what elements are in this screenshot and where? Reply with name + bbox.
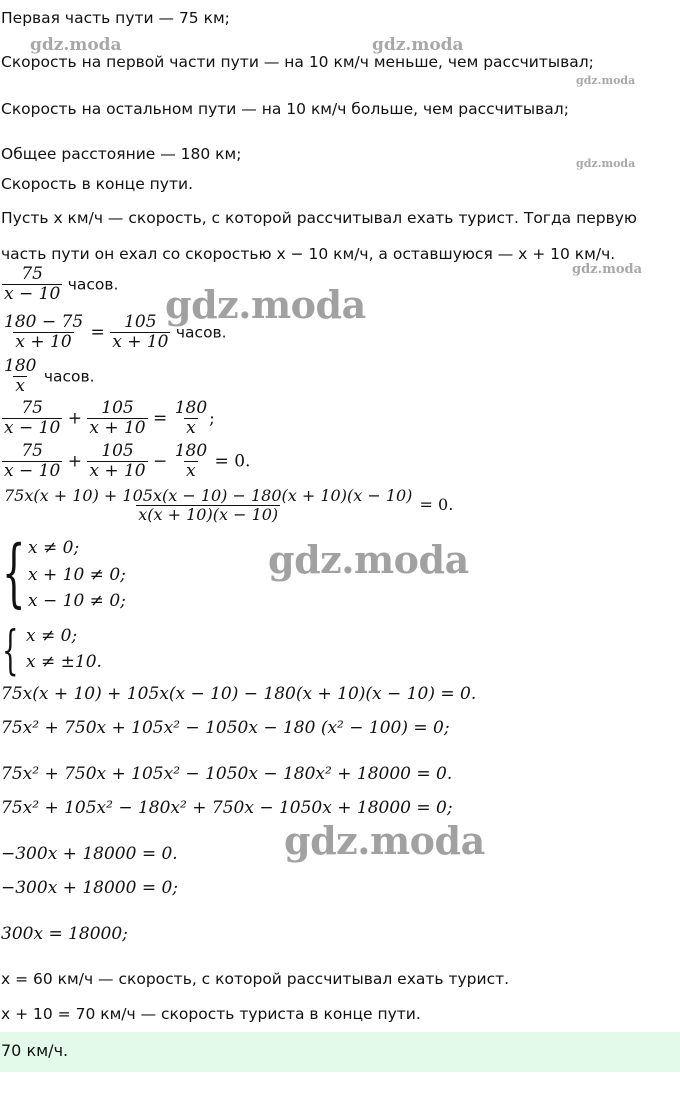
fraction-numerator: 180 <box>174 441 208 461</box>
operator: − <box>153 451 168 472</box>
text-line: Скорость на первой части пути — на 10 км/ч меньше, чем рассчитывал; <box>1 53 594 71</box>
equation <box>2 314 227 352</box>
equation-line: 75x² + 750x + 105x² − 1050x − 180x² + 18000 = 0. <box>1 764 453 784</box>
text-line: Скорость на остальном пути — на 10 км/ч больше, чем рассчитывал; <box>1 100 569 118</box>
equation-line: 75x(x + 10) + 105x(x − 10) − 180(x + 10)(x − 10) = 0. <box>1 684 477 704</box>
equation-line: −300x + 18000 = 0; <box>1 878 179 898</box>
operator: = <box>153 408 168 429</box>
fraction-denominator: x − 10 <box>4 283 61 304</box>
equation-line: −300x + 18000 = 0. <box>1 844 178 864</box>
operator: + <box>67 451 82 472</box>
punctuation: ; <box>209 408 215 429</box>
watermark: gdz.moda <box>572 262 643 277</box>
equals-zero: = 0. <box>214 451 251 472</box>
text-line: Пусть x км/ч — скорость, с которой рассчитывал ехать турист. Тогда первую <box>1 209 637 227</box>
fraction-numerator: 105 <box>101 441 134 461</box>
text-line: часть пути он ехал со скоростью x − 10 км/ч, а оставшуюся — x + 10 км/ч. <box>1 245 616 263</box>
text-line: Скорость в конце пути. <box>1 175 193 193</box>
equals-zero: = 0. <box>419 495 454 515</box>
equation-line: 75x² + 750x + 105x² − 1050x − 180 (x² − 100) = 0; <box>1 718 450 738</box>
equation <box>2 488 453 523</box>
brace-icon: { <box>2 530 26 616</box>
fraction-numerator: 180 <box>174 398 208 418</box>
fraction-denominator: x + 10 <box>15 331 72 352</box>
fraction-denominator: x <box>15 375 26 396</box>
fraction-numerator: 180 − 75 <box>4 312 84 332</box>
units-text: часов. <box>175 323 227 342</box>
watermark: gdz.moda <box>284 818 485 863</box>
fraction-denominator: x + 10 <box>112 331 169 352</box>
system-line: x − 10 ≠ 0; <box>28 591 126 611</box>
units-text: часов. <box>67 275 119 294</box>
fraction-denominator: x <box>186 460 196 481</box>
fraction-denominator: x − 10 <box>4 417 61 438</box>
equation-line: x + 10 = 70 км/ч — скорость туриста в конце пути. <box>1 1005 421 1023</box>
fraction-denominator: x + 10 <box>89 417 146 438</box>
equation-line: 300x = 18000; <box>1 924 128 944</box>
fraction-denominator: x − 10 <box>4 460 61 481</box>
text-line: Общее расстояние — 180 км; <box>1 145 242 163</box>
operator: + <box>67 408 82 429</box>
answer-text: 70 км/ч. <box>1 1041 69 1060</box>
fraction-denominator: x(x + 10)(x − 10) <box>138 504 279 524</box>
equation <box>2 443 250 481</box>
fraction-numerator: 75 <box>21 264 43 284</box>
watermark: gdz.moda <box>576 74 636 87</box>
fraction-numerator: 75x(x + 10) + 105x(x − 10) − 180(x + 10)(x − 10) <box>4 486 413 505</box>
fraction-numerator: 105 <box>101 398 134 418</box>
equation <box>2 400 215 438</box>
equals-sign: = <box>90 322 105 343</box>
brace-icon: { <box>2 621 19 681</box>
equation <box>2 358 95 396</box>
watermark: gdz.moda <box>30 35 122 55</box>
system-line: x ≠ 0; <box>26 626 78 646</box>
fraction-numerator: 75 <box>21 441 43 461</box>
equation-line: 75x² + 105x² − 180x² + 750x − 1050x + 18000 = 0; <box>1 798 453 818</box>
equation <box>2 266 118 304</box>
system-line: x ≠ ±10. <box>26 652 102 672</box>
fraction-numerator: 75 <box>21 398 43 418</box>
watermark: gdz.moda <box>372 35 464 55</box>
fraction-denominator: x + 10 <box>89 460 146 481</box>
watermark: gdz.moda <box>165 282 366 327</box>
fraction-denominator: x <box>186 417 196 438</box>
watermark: gdz.moda <box>268 537 469 582</box>
text-line: Первая часть пути — 75 км; <box>1 9 230 27</box>
units-text: часов. <box>43 367 95 386</box>
watermark: gdz.moda <box>576 157 636 170</box>
fraction-numerator: 105 <box>124 312 157 332</box>
answer-box <box>0 1032 680 1072</box>
system-line: x + 10 ≠ 0; <box>28 565 126 585</box>
system-line: x ≠ 0; <box>28 538 80 558</box>
equation-line: x = 60 км/ч — скорость, с которой рассчитывал ехать турист. <box>1 970 510 988</box>
fraction-numerator: 180 <box>4 356 37 376</box>
